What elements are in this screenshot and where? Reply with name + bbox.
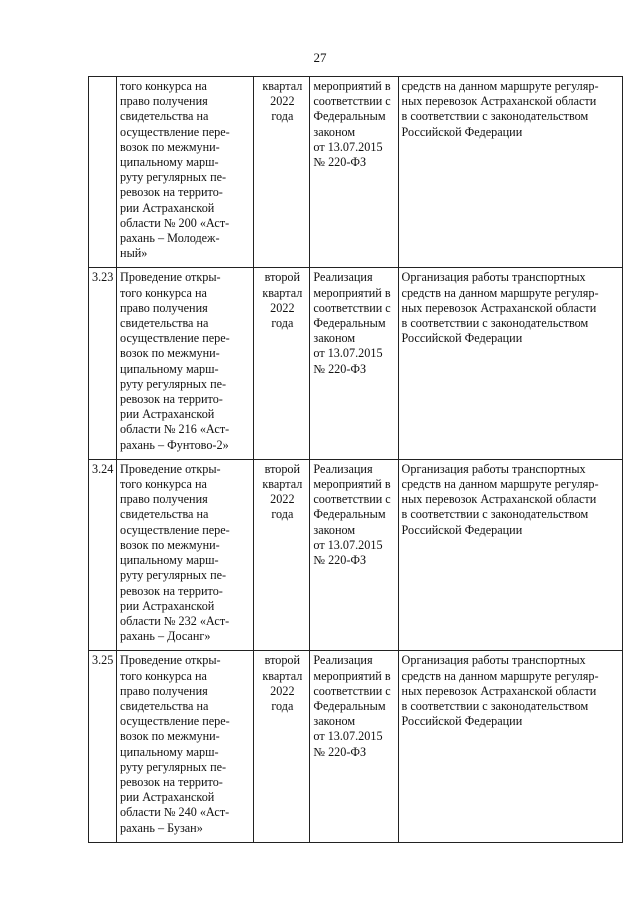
cell-activity-title (117, 268, 254, 459)
cell-activity-title (117, 459, 254, 650)
cell-text-line: рахань – Досанг» (120, 629, 211, 644)
table-row (89, 268, 623, 459)
cell-deadline (254, 77, 310, 268)
cell-text-line: осуществление пере- (120, 124, 230, 139)
cell-text-line: № 220-ФЗ (313, 553, 367, 568)
cell-deadline (254, 268, 310, 459)
cell-text-line: Российской Федерации (401, 331, 523, 346)
cell-text-line: ных перевозок Астраханской области (401, 492, 597, 507)
cell-text-line: рии Астраханской (120, 407, 215, 422)
cell-text-line: ципальному марш- (120, 361, 219, 376)
cell-text-line: средств на данном маршруте регуляр- (401, 79, 599, 93)
cell-expected-result (398, 459, 622, 650)
cell-text-line: ревозок на террито- (120, 392, 223, 407)
cell-text-line: Организация работы транспортных (401, 461, 586, 476)
cell-text-line: руту регулярных пе- (120, 568, 227, 583)
cell-activity-title (117, 651, 254, 842)
table-row (89, 651, 623, 842)
cell-text-line: возок по межмуни- (120, 139, 220, 154)
cell-text-line: года (271, 698, 294, 713)
cell-text-line: квартал (262, 477, 303, 492)
cell-text-line: законом (313, 124, 356, 139)
cell-text-line: Реализация (313, 270, 373, 285)
cell-text-line: рии Астраханской (120, 790, 215, 805)
cell-text-line: рии Астраханской (120, 200, 215, 215)
cell-text-line: от 13.07.2015 (313, 729, 383, 744)
cell-text-line: Российской Федерации (401, 522, 523, 537)
cell-text-line: области № 232 «Аст- (120, 613, 230, 628)
cell-text-line: ревозок на террито- (120, 583, 223, 598)
cell-text-line: в соответствии с законодательством (401, 698, 589, 713)
cell-text-line: в соответствии с законодательством (401, 507, 589, 522)
cell-text-line: свидетельства на (120, 698, 209, 713)
cell-text-line: свидетельства на (120, 507, 209, 522)
cell-expected-result (398, 77, 622, 268)
cell-text-line: Российской Федерации (401, 714, 523, 729)
cell-text-line: средств на данном маршруте регуляр- (401, 477, 599, 492)
page-number: 27 (313, 50, 327, 65)
cell-item-number (89, 268, 117, 459)
cell-text-line: законом (313, 714, 356, 729)
cell-text-line: средств на данном маршруте регуляр- (401, 285, 599, 300)
cell-text-line: ных перевозок Астраханской области (401, 300, 597, 315)
cell-text-line: от 13.07.2015 (313, 537, 383, 552)
cell-implementation (310, 268, 398, 459)
cell-text-line: руту регулярных пе- (120, 376, 227, 391)
cell-text-line: второй (264, 653, 301, 668)
cell-text-line: ный» (120, 246, 148, 261)
cell-text-line: того конкурса на (120, 285, 207, 300)
cell-text-line: законом (313, 331, 356, 346)
cell-text-line: мероприятий в (313, 668, 391, 683)
cell-text-line: Федеральным (313, 698, 386, 713)
cell-text-line: квартал (262, 668, 303, 683)
cell-text-line: области № 240 «Аст- (120, 805, 230, 820)
cell-text-line: 2022 (270, 300, 295, 315)
cell-text-line: № 220-ФЗ (313, 361, 367, 376)
cell-text-line: право получения (120, 683, 208, 698)
cell-text-line: свидетельства на (120, 316, 209, 331)
cell-text-line: Федеральным (313, 316, 386, 331)
cell-expected-result (398, 651, 622, 842)
cell-text-line: того конкурса на (120, 79, 207, 93)
table-row (89, 77, 623, 268)
cell-text-line: соответствии с (313, 94, 391, 109)
cell-text-line: Проведение откры- (120, 653, 221, 668)
cell-text-line: Организация работы транспортных (401, 270, 586, 285)
cell-text-line: 2022 (270, 683, 295, 698)
cell-deadline (254, 459, 310, 650)
cell-text-line: области № 200 «Аст- (120, 215, 230, 230)
cell-text-line: года (271, 316, 294, 331)
cell-text-line: в соответствии с законодательством (401, 316, 589, 331)
cell-text-line: Российской Федерации (401, 124, 523, 139)
item-number-text: 3.25 (92, 653, 114, 668)
cell-text-line: осуществление пере- (120, 714, 230, 729)
cell-text-line: квартал (262, 285, 303, 300)
cell-text-line: Федеральным (313, 109, 386, 124)
cell-text-line: рахань – Фунтово-2» (120, 437, 229, 452)
cell-expected-result (398, 268, 622, 459)
cell-text-line: того конкурса на (120, 668, 207, 683)
cell-text-line: ревозок на террито- (120, 774, 223, 789)
cell-text-line: право получения (120, 492, 208, 507)
cell-text-line: рахань – Молодеж- (120, 231, 220, 246)
plan-table (88, 76, 623, 843)
cell-text-line: руту регулярных пе- (120, 759, 227, 774)
cell-text-line: квартал (262, 79, 303, 93)
cell-text-line: года (271, 507, 294, 522)
cell-text-line: соответствии с (313, 300, 391, 315)
cell-text-line: мероприятий в (313, 79, 391, 93)
cell-text-line: 2022 (270, 492, 295, 507)
cell-deadline (254, 651, 310, 842)
cell-text-line: Реализация (313, 461, 373, 476)
cell-text-line: Проведение откры- (120, 270, 221, 285)
cell-text-line: в соответствии с законодательством (401, 109, 589, 124)
cell-text-line: возок по межмуни- (120, 537, 220, 552)
cell-item-number (89, 77, 117, 268)
item-number-text: 3.23 (92, 270, 114, 285)
cell-text-line: возок по межмуни- (120, 729, 220, 744)
cell-text-line: области № 216 «Аст- (120, 422, 230, 437)
cell-text-line: руту регулярных пе- (120, 170, 227, 185)
cell-text-line: осуществление пере- (120, 522, 230, 537)
cell-text-line: того конкурса на (120, 477, 207, 492)
plan-table-body (89, 77, 623, 843)
cell-text-line: ревозок на террито- (120, 185, 223, 200)
cell-item-number (89, 651, 117, 842)
cell-item-number (89, 459, 117, 650)
cell-implementation (310, 651, 398, 842)
cell-text-line: ципальному марш- (120, 553, 219, 568)
cell-text-line: Федеральным (313, 507, 386, 522)
cell-text-line: ципальному марш- (120, 744, 219, 759)
cell-implementation (310, 459, 398, 650)
cell-text-line: законом (313, 522, 356, 537)
cell-text-line: второй (264, 461, 301, 476)
table-row (89, 459, 623, 650)
cell-implementation (310, 77, 398, 268)
cell-text-line: осуществление пере- (120, 331, 230, 346)
cell-text-line: № 220-ФЗ (313, 744, 367, 759)
cell-text-line: Реализация (313, 653, 373, 668)
cell-text-line: мероприятий в (313, 477, 391, 492)
cell-text-line: свидетельства на (120, 109, 209, 124)
cell-text-line: соответствии с (313, 683, 391, 698)
cell-text-line: Проведение откры- (120, 461, 221, 476)
cell-text-line: ных перевозок Астраханской области (401, 94, 597, 109)
cell-text-line: рии Астраханской (120, 598, 215, 613)
cell-text-line: второй (264, 270, 301, 285)
cell-text-line: от 13.07.2015 (313, 346, 383, 361)
cell-text-line: соответствии с (313, 492, 391, 507)
cell-text-line: № 220-ФЗ (313, 155, 367, 170)
item-number-text: 3.24 (92, 461, 114, 476)
cell-text-line: средств на данном маршруте регуляр- (401, 668, 599, 683)
cell-text-line: ципальному марш- (120, 155, 219, 170)
cell-text-line: Организация работы транспортных (401, 653, 586, 668)
cell-text-line: года (271, 109, 294, 124)
cell-activity-title (117, 77, 254, 268)
cell-text-line: мероприятий в (313, 285, 391, 300)
cell-text-line: 2022 (270, 94, 295, 109)
cell-text-line: возок по межмуни- (120, 346, 220, 361)
cell-text-line: рахань – Бузан» (120, 820, 203, 835)
cell-text-line: право получения (120, 94, 208, 109)
cell-text-line: от 13.07.2015 (313, 139, 383, 154)
cell-text-line: право получения (120, 300, 208, 315)
cell-text-line: ных перевозок Астраханской области (401, 683, 597, 698)
